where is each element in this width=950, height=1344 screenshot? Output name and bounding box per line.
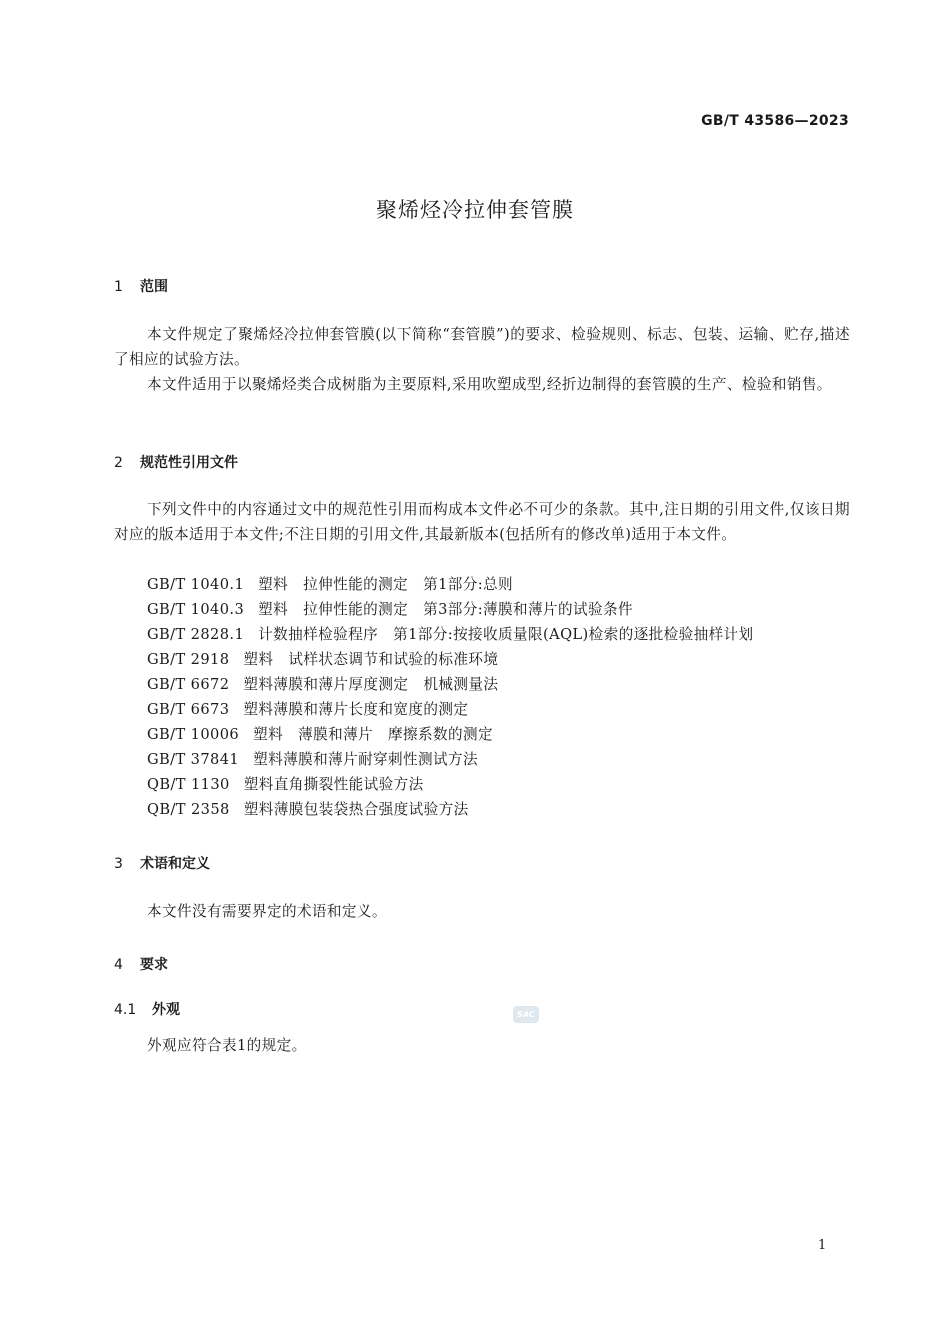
reference-item <box>147 572 754 597</box>
reference-code: GB/T 2918 <box>147 651 230 668</box>
reference-title: 塑料 试样状态调节和试验的标准环境 <box>243 651 499 668</box>
subsection-number: 4.1 <box>114 1002 137 1018</box>
reference-title: 塑料薄膜和薄片厚度测定 机械测量法 <box>243 676 499 693</box>
section-number: 2 <box>114 455 123 471</box>
reference-title: 塑料 拉伸性能的测定 第1部分:总则 <box>258 576 514 593</box>
section-number: 3 <box>114 856 123 872</box>
reference-item <box>147 622 754 647</box>
reference-code: QB/T 1130 <box>147 776 230 793</box>
reference-title: 塑料 薄膜和薄片 摩擦系数的测定 <box>253 726 494 743</box>
reference-code: GB/T 1040.3 <box>147 601 245 618</box>
section-2-paragraph-1: 下列文件中的内容通过文中的规范性引用而构成本文件必不可少的条款。其中,注日期的引用文件,仅该日期对应的版本适用于本文件;不注日期的引用文件,其最新版本(包括所有的修改单)适用于本文件。 <box>114 501 850 543</box>
subsection-4-1-paragraph-1: 外观应符合表1的规定。 <box>147 1037 307 1054</box>
reference-item <box>147 697 754 722</box>
reference-item <box>147 772 754 797</box>
section-1-heading <box>114 276 168 296</box>
reference-code: QB/T 2358 <box>147 801 230 818</box>
reference-item <box>147 722 754 747</box>
reference-item <box>147 797 754 822</box>
section-2-heading <box>114 452 238 472</box>
section-number: 1 <box>114 279 123 295</box>
section-title: 范围 <box>140 279 168 295</box>
section-4-heading <box>114 954 168 974</box>
reference-item <box>147 747 754 772</box>
reference-code: GB/T 6673 <box>147 701 230 718</box>
reference-item <box>147 647 754 672</box>
reference-title: 塑料薄膜和薄片长度和宽度的测定 <box>243 701 469 718</box>
reference-code: GB/T 10006 <box>147 726 240 743</box>
reference-title: 塑料 拉伸性能的测定 第3部分:薄膜和薄片的试验条件 <box>258 601 633 618</box>
reference-code: GB/T 6672 <box>147 676 230 693</box>
section-1-paragraph-2: 本文件适用于以聚烯烃类合成树脂为主要原料,采用吹塑成型,经折边制得的套管膜的生产、检验和销售。 <box>147 376 832 393</box>
section-number: 4 <box>114 957 123 973</box>
section-1-paragraph-1: 本文件规定了聚烯烃冷拉伸套管膜(以下简称“套管膜”)的要求、检验规则、标志、包装、运输、贮存,描述了相应的试验方法。 <box>114 326 850 368</box>
section-3-paragraph-1: 本文件没有需要界定的术语和定义。 <box>147 903 387 920</box>
section-title: 术语和定义 <box>140 856 210 872</box>
subsection-title: 外观 <box>152 1002 180 1018</box>
subsection-4-1-heading <box>114 999 180 1019</box>
reference-code: GB/T 1040.1 <box>147 576 245 593</box>
standard-code: GB/T 43586—2023 <box>701 113 849 129</box>
sac-watermark: SAC <box>513 1006 539 1023</box>
reference-item <box>147 672 754 697</box>
section-3-heading <box>114 853 210 873</box>
document-title: 聚烯烃冷拉伸套管膜 <box>376 198 574 222</box>
reference-item <box>147 597 754 622</box>
normative-reference-list <box>147 572 754 822</box>
section-title: 要求 <box>140 957 168 973</box>
section-title: 规范性引用文件 <box>140 455 238 471</box>
reference-title: 塑料薄膜包装袋热合强度试验方法 <box>243 801 469 818</box>
reference-title: 塑料直角撕裂性能试验方法 <box>243 776 424 793</box>
reference-code: GB/T 2828.1 <box>147 626 245 643</box>
reference-title: 塑料薄膜和薄片耐穿刺性测试方法 <box>253 751 479 768</box>
reference-code: GB/T 37841 <box>147 751 240 768</box>
reference-title: 计数抽样检验程序 第1部分:按接收质量限(AQL)检索的逐批检验抽样计划 <box>258 626 754 643</box>
page-number: 1 <box>818 1238 827 1253</box>
